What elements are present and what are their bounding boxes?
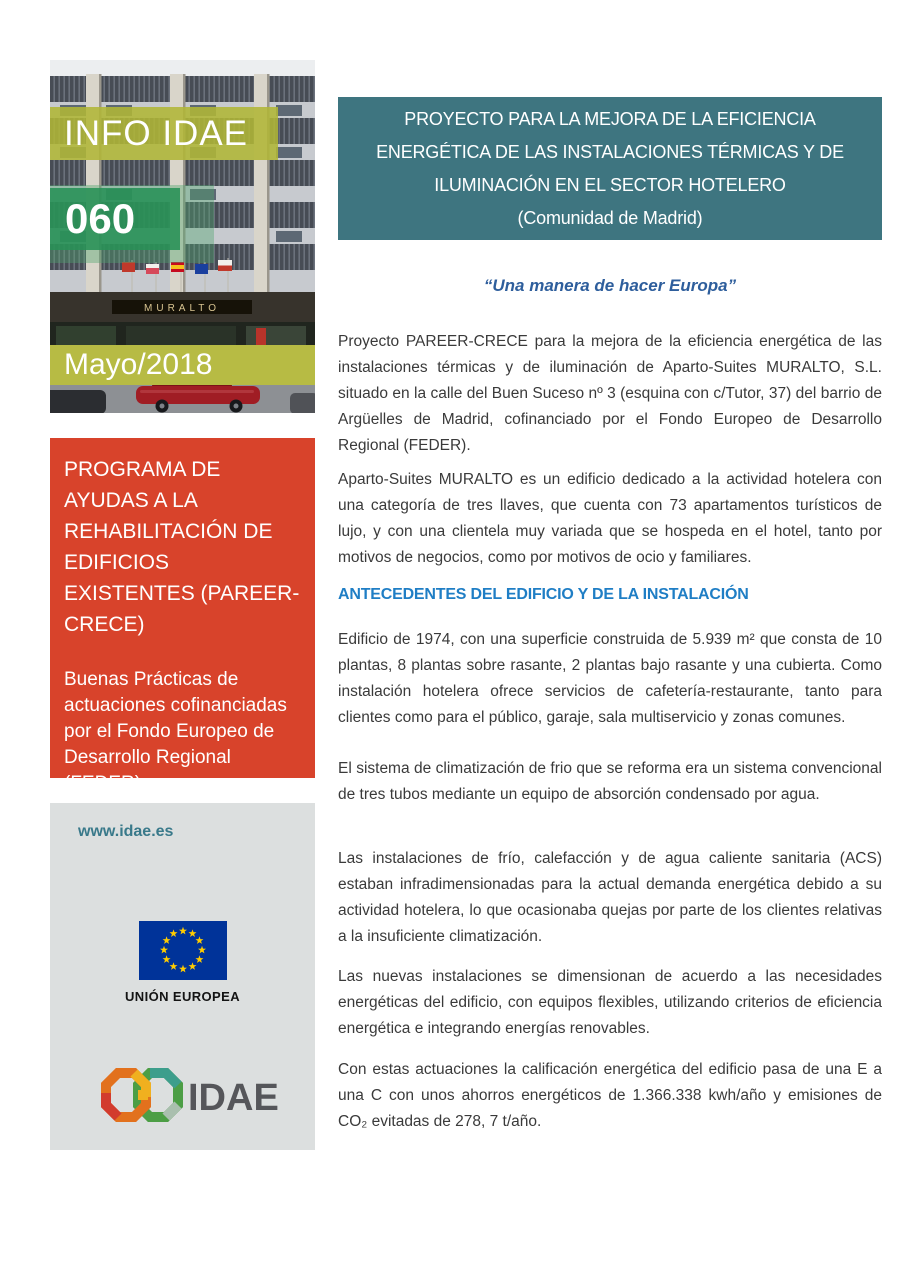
masthead-title-band [50, 107, 278, 160]
paragraph-intro-1: Proyecto PAREER-CRECE para la mejora de la eficiencia energética de las instalaciones térmicas y de iluminación de Aparto-Suites MURALTO, S.L. situado en la calle del Buen Suceso nº 3 (esquina con c/Tutor, 37) del barrio de Argüelles de Madrid, cofinanciado por el Fondo Europeo de Desarrollo Regional (FEDER). [338, 333, 882, 454]
project-title-line: PROYECTO PARA LA MEJORA DE LA EFICIENCIA [404, 109, 816, 129]
paragraph-new-systems: Las nuevas instalaciones se dimensionan de acuerdo a las necesidades energéticas del edificio, con equipos flexibles, utilizando criterios de eficiencia energética e integrando energías renovables. [338, 968, 882, 1037]
program-box [50, 438, 315, 794]
idae-logo-graphic [88, 1065, 278, 1129]
eu-flag [139, 921, 227, 980]
project-title-line: ILUMINACIÓN EN EL SECTOR HOTELERO [434, 175, 786, 195]
footer-box [50, 803, 315, 1150]
paragraph-savings: Con estas actuaciones la calificación energética del edificio pasa de una E a una C con unos ahorros energéticos de 1.366.338 kwh/año y emisiones de CO₂ evitadas de 278, 7 t/año. [338, 1061, 882, 1130]
idae-logo [50, 1065, 315, 1134]
paragraph-intro-2: Aparto-Suites MURALTO es un edificio dedicado a la actividad hotelera con una categoría de tres llaves, que cuenta con 73 apartamentos turísticos de lujo, y con una clientela muy variada que se hospeda en el hotel, tanto por motivos de negocios, como por motivos de ocio y familiares. [338, 471, 882, 566]
issue-number-box [50, 188, 180, 250]
project-title-box [338, 97, 882, 240]
website-link[interactable]: www.idae.es [78, 823, 174, 840]
eu-block [50, 921, 315, 1004]
europa-quote: “Una manera de hacer Europa” [483, 276, 737, 295]
issue-date: Mayo/2018 [64, 348, 213, 381]
paragraph-building: Edificio de 1974, con una superficie construida de 5.939 m² que consta de 10 plantas, 8 plantas sobre rasante, 2 plantas bajo rasante y una cubierta. Como instalación hotelera ofrece servicios de cafetería-restaurante, tanto para clientes como para el público, garaje, sala multiservicio y zonas comunes. [338, 631, 882, 726]
masthead-title: INFO IDAE [64, 114, 249, 153]
program-subtitle: Buenas Prácticas de actuaciones cofinanciadas por el Fondo Europeo de Desarrollo Regional (FEDER) [64, 669, 287, 794]
project-title-line: (Comunidad de Madrid) [517, 208, 703, 228]
project-title-line: ENERGÉTICA DE LAS INSTALACIONES TÉRMICAS Y DE [376, 142, 844, 162]
program-title: PROGRAMA DE AYUDAS A LA REHABILITACIÓN DE EDIFICIOS EXISTENTES (PAREER-CRECE) [64, 458, 300, 636]
hotel-sign: MURALTO [144, 303, 220, 314]
eu-flag-label: UNIÓN EUROPEA [125, 989, 240, 1004]
paragraph-cooling: El sistema de climatización de frio que se reforma era un sistema convencional de tres tubos mediante un equipo de absorción condensado por agua. [338, 760, 882, 803]
cover-photo [50, 60, 315, 413]
paragraph-undersized: Las instalaciones de frío, calefacción y de agua caliente sanitaria (ACS) estaban infradimensionadas para la actual demanda energética debido a su actividad hotelera, lo que ocasionaba quejas por parte de los clientes relativas a la insuficiente climatización. [338, 850, 882, 945]
section-heading: ANTECEDENTES DEL EDIFICIO Y DE LA INSTALACIÓN [338, 586, 749, 603]
date-band [50, 345, 315, 385]
idae-logo-text: IDAE [187, 1077, 278, 1119]
issue-number: 060 [65, 195, 136, 242]
